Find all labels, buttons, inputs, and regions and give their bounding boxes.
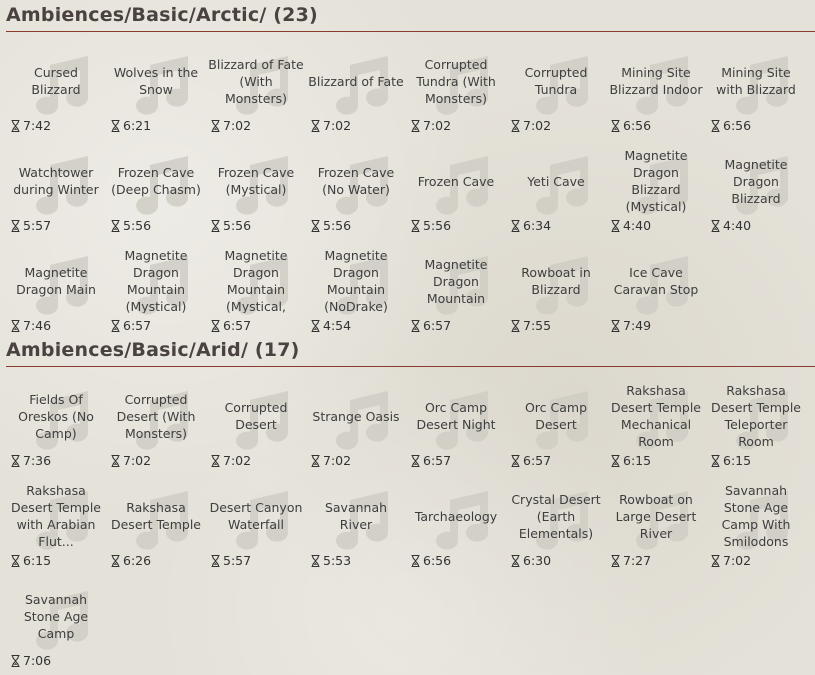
duration-value: 5:57 <box>23 218 52 233</box>
hourglass-icon <box>311 320 320 332</box>
sound-duration <box>111 553 151 568</box>
duration-value: 4:40 <box>723 218 752 233</box>
sound-title: Watchtower during Winter <box>13 165 99 197</box>
duration-value: 6:56 <box>623 118 652 133</box>
sound-duration <box>511 218 551 233</box>
duration-value: 7:02 <box>723 553 752 568</box>
sound-tile[interactable] <box>606 35 706 135</box>
hourglass-icon <box>511 220 520 232</box>
sound-duration <box>611 118 651 133</box>
sound-duration <box>511 453 551 468</box>
sound-title: Corrupted Desert (With Monsters) <box>116 391 196 441</box>
sound-title: Corrupted Tundra <box>524 65 588 97</box>
sound-tile[interactable] <box>206 370 306 470</box>
sound-duration <box>111 218 151 233</box>
duration-value: 6:56 <box>723 118 752 133</box>
sound-tile[interactable] <box>506 35 606 135</box>
hourglass-icon <box>611 220 620 232</box>
sound-tile[interactable] <box>306 135 406 235</box>
sound-tile[interactable] <box>206 235 306 335</box>
sound-title: Blizzard of Fate <box>308 73 404 89</box>
duration-value: 7:02 <box>223 118 252 133</box>
sound-tile[interactable] <box>306 470 406 570</box>
duration-value: 6:57 <box>423 453 452 468</box>
sound-duration <box>11 553 51 568</box>
sound-duration <box>311 553 351 568</box>
section-title: Ambiences/Basic/Arid/ (17) <box>6 339 300 361</box>
sound-title: Wolves in the Snow <box>113 65 199 97</box>
hourglass-icon <box>311 120 320 132</box>
sound-title: Rowboat in Blizzard <box>521 265 591 297</box>
sound-duration <box>211 118 251 133</box>
hourglass-icon <box>111 555 120 567</box>
sound-title: Desert Canyon Waterfall <box>209 500 303 532</box>
hourglass-icon <box>211 455 220 467</box>
duration-value: 7:42 <box>23 118 52 133</box>
sound-tile[interactable] <box>606 470 706 570</box>
hourglass-icon <box>11 220 20 232</box>
sound-tile[interactable] <box>6 570 106 670</box>
hourglass-icon <box>111 220 120 232</box>
sound-duration <box>311 318 351 333</box>
duration-value: 7:46 <box>23 318 52 333</box>
hourglass-icon <box>211 320 220 332</box>
hourglass-icon <box>111 320 120 332</box>
sound-tile[interactable] <box>406 35 506 135</box>
sound-duration <box>11 318 51 333</box>
hourglass-icon <box>311 555 320 567</box>
sound-tile[interactable] <box>206 35 306 135</box>
duration-value: 7:06 <box>23 653 52 668</box>
hourglass-icon <box>511 120 520 132</box>
sound-tile[interactable] <box>106 135 206 235</box>
sound-duration <box>511 118 551 133</box>
sound-title: Orc Camp Desert Night <box>416 400 496 432</box>
duration-value: 6:26 <box>123 553 152 568</box>
hourglass-icon <box>711 120 720 132</box>
sound-tile[interactable] <box>406 135 506 235</box>
sound-title: Frozen Cave (No Water) <box>317 165 395 197</box>
duration-value: 5:56 <box>123 218 152 233</box>
sound-title: Magnetite Dragon Mountain <box>424 256 488 306</box>
sound-duration <box>711 453 751 468</box>
sound-title: Rakshasa Desert Temple Teleporter Room <box>710 384 801 448</box>
hourglass-icon <box>11 320 20 332</box>
sound-title: Corrupted Tundra (With Monsters) <box>416 56 496 106</box>
hourglass-icon <box>511 455 520 467</box>
sound-title: Savannah Stone Age Camp With Smilodons <box>721 484 791 548</box>
sound-tile[interactable] <box>506 135 606 235</box>
sound-title: Frozen Cave (Deep Chasm) <box>111 165 201 197</box>
sound-duration <box>211 218 251 233</box>
sound-title: Rakshasa Desert Temple Mechanical Room <box>610 384 701 448</box>
sound-duration <box>211 553 251 568</box>
duration-value: 4:40 <box>623 218 652 233</box>
hourglass-icon <box>611 455 620 467</box>
duration-value: 6:15 <box>723 453 752 468</box>
duration-value: 7:36 <box>23 453 52 468</box>
duration-value: 7:55 <box>523 318 552 333</box>
duration-value: 6:21 <box>123 118 152 133</box>
sound-title: Fields Of Oreskos (No Camp) <box>18 391 94 441</box>
sound-tile[interactable] <box>206 470 306 570</box>
sound-tile[interactable] <box>6 470 106 570</box>
sound-duration <box>11 218 51 233</box>
sound-title: Rowboat on Large Desert River <box>615 491 697 541</box>
hourglass-icon <box>411 120 420 132</box>
duration-value: 6:57 <box>223 318 252 333</box>
sound-tile[interactable] <box>406 370 506 470</box>
duration-value: 5:56 <box>223 218 252 233</box>
sound-duration <box>411 318 451 333</box>
sound-tile[interactable] <box>6 235 106 335</box>
hourglass-icon <box>711 555 720 567</box>
sound-duration <box>111 318 151 333</box>
sound-title: Rakshasa Desert Temple with Arabian Flut... <box>10 484 101 548</box>
sound-title: Savannah Stone Age Camp <box>23 591 89 641</box>
duration-value: 5:56 <box>423 218 452 233</box>
sound-title: Magnetite Dragon Main <box>16 265 96 297</box>
sound-duration <box>211 318 251 333</box>
duration-value: 4:54 <box>323 318 352 333</box>
sound-duration <box>611 218 651 233</box>
hourglass-icon <box>711 220 720 232</box>
sound-tile[interactable] <box>6 370 106 470</box>
sound-duration <box>611 453 651 468</box>
hourglass-icon <box>211 220 220 232</box>
hourglass-icon <box>711 455 720 467</box>
sound-title: Magnetite Dragon Mountain (Mystical) <box>124 249 188 313</box>
sound-tile[interactable] <box>706 370 806 470</box>
sound-tile[interactable] <box>6 35 106 135</box>
sound-title: Magnetite Dragon Blizzard (Mystical) <box>624 149 688 213</box>
sound-title: Blizzard of Fate (With Monsters) <box>208 56 304 106</box>
sound-tile[interactable] <box>206 135 306 235</box>
sound-tile[interactable] <box>606 370 706 470</box>
sound-tile[interactable] <box>6 135 106 235</box>
sound-tile[interactable] <box>106 470 206 570</box>
hourglass-icon <box>511 555 520 567</box>
sound-tile[interactable] <box>706 35 806 135</box>
duration-value: 5:53 <box>323 553 352 568</box>
duration-value: 6:15 <box>23 553 52 568</box>
sound-title: Tarchaeology <box>414 508 498 524</box>
duration-value: 7:02 <box>423 118 452 133</box>
section-header <box>6 338 815 367</box>
duration-value: 5:57 <box>223 553 252 568</box>
hourglass-icon <box>111 120 120 132</box>
hourglass-icon <box>611 320 620 332</box>
hourglass-icon <box>311 220 320 232</box>
hourglass-icon <box>211 120 220 132</box>
hourglass-icon <box>511 320 520 332</box>
sound-tile[interactable] <box>506 470 606 570</box>
sound-tile[interactable] <box>706 135 806 235</box>
sound-title: Magnetite Dragon Mountain (NoDrake) <box>324 249 388 313</box>
sound-duration <box>411 218 451 233</box>
hourglass-icon <box>411 455 420 467</box>
hourglass-icon <box>611 555 620 567</box>
sound-duration <box>111 453 151 468</box>
sound-title: Yeti Cave <box>527 173 585 189</box>
sound-tile[interactable] <box>706 470 806 570</box>
sound-duration <box>511 318 551 333</box>
hourglass-icon <box>211 555 220 567</box>
sound-title: Orc Camp Desert <box>524 400 588 432</box>
sound-tile[interactable] <box>406 235 506 335</box>
duration-value: 6:15 <box>623 453 652 468</box>
sound-duration <box>411 453 451 468</box>
duration-value: 6:56 <box>423 553 452 568</box>
sound-title: Magnetite Dragon Blizzard <box>724 156 788 206</box>
duration-value: 7:49 <box>623 318 652 333</box>
duration-value: 7:27 <box>623 553 652 568</box>
duration-value: 7:02 <box>323 118 352 133</box>
sound-title: Cursed Blizzard <box>31 65 81 97</box>
sound-title: Strange Oasis <box>312 408 400 424</box>
sound-tile[interactable] <box>306 370 406 470</box>
sound-duration <box>411 118 451 133</box>
sound-tile[interactable] <box>306 235 406 335</box>
sound-duration <box>11 453 51 468</box>
sound-title: Frozen Cave (Mystical) <box>217 165 295 197</box>
sound-tile[interactable] <box>606 135 706 235</box>
sound-duration <box>611 553 651 568</box>
sound-title: Corrupted Desert <box>224 400 288 432</box>
sound-title: Magnetite Dragon Mountain (Mystical, <box>224 249 288 313</box>
sound-title: Mining Site Blizzard Indoor <box>609 65 703 97</box>
sound-duration <box>311 453 351 468</box>
hourglass-icon <box>11 555 20 567</box>
sound-duration <box>711 118 751 133</box>
sound-tile[interactable] <box>606 235 706 335</box>
sound-duration <box>211 453 251 468</box>
sound-duration <box>11 653 51 668</box>
section-title: Ambiences/Basic/Arctic/ (23) <box>6 4 318 26</box>
sound-title: Crystal Desert (Earth Elementals) <box>511 491 601 541</box>
hourglass-icon <box>411 320 420 332</box>
sound-title: Savannah River <box>324 500 388 532</box>
sound-duration <box>511 553 551 568</box>
duration-value: 7:02 <box>123 453 152 468</box>
sound-duration <box>711 553 751 568</box>
duration-value: 6:57 <box>523 453 552 468</box>
duration-value: 6:57 <box>423 318 452 333</box>
hourglass-icon <box>111 455 120 467</box>
sound-title: Ice Cave Caravan Stop <box>613 265 699 297</box>
hourglass-icon <box>311 455 320 467</box>
hourglass-icon <box>411 555 420 567</box>
sound-title: Frozen Cave <box>417 173 495 189</box>
duration-value: 7:02 <box>223 453 252 468</box>
duration-value: 6:34 <box>523 218 552 233</box>
duration-value: 7:02 <box>523 118 552 133</box>
hourglass-icon <box>611 120 620 132</box>
sound-tile[interactable] <box>506 235 606 335</box>
sound-tile[interactable] <box>506 370 606 470</box>
section-header <box>6 3 815 32</box>
sound-duration <box>611 318 651 333</box>
hourglass-icon <box>11 455 20 467</box>
sound-tile[interactable] <box>406 470 506 570</box>
sound-duration <box>111 118 151 133</box>
sound-tile[interactable] <box>106 35 206 135</box>
sound-title: Mining Site with Blizzard <box>716 65 796 97</box>
hourglass-icon <box>11 655 20 667</box>
sound-duration <box>711 218 751 233</box>
sound-duration <box>311 218 351 233</box>
sound-tile[interactable] <box>306 35 406 135</box>
sound-duration <box>11 118 51 133</box>
sound-duration <box>411 553 451 568</box>
sound-duration <box>311 118 351 133</box>
duration-value: 5:56 <box>323 218 352 233</box>
duration-value: 6:57 <box>123 318 152 333</box>
duration-value: 7:02 <box>323 453 352 468</box>
duration-value: 6:30 <box>523 553 552 568</box>
sound-tile[interactable] <box>106 235 206 335</box>
hourglass-icon <box>11 120 20 132</box>
sound-tile[interactable] <box>106 370 206 470</box>
sound-title: Rakshasa Desert Temple <box>110 500 201 532</box>
hourglass-icon <box>411 220 420 232</box>
